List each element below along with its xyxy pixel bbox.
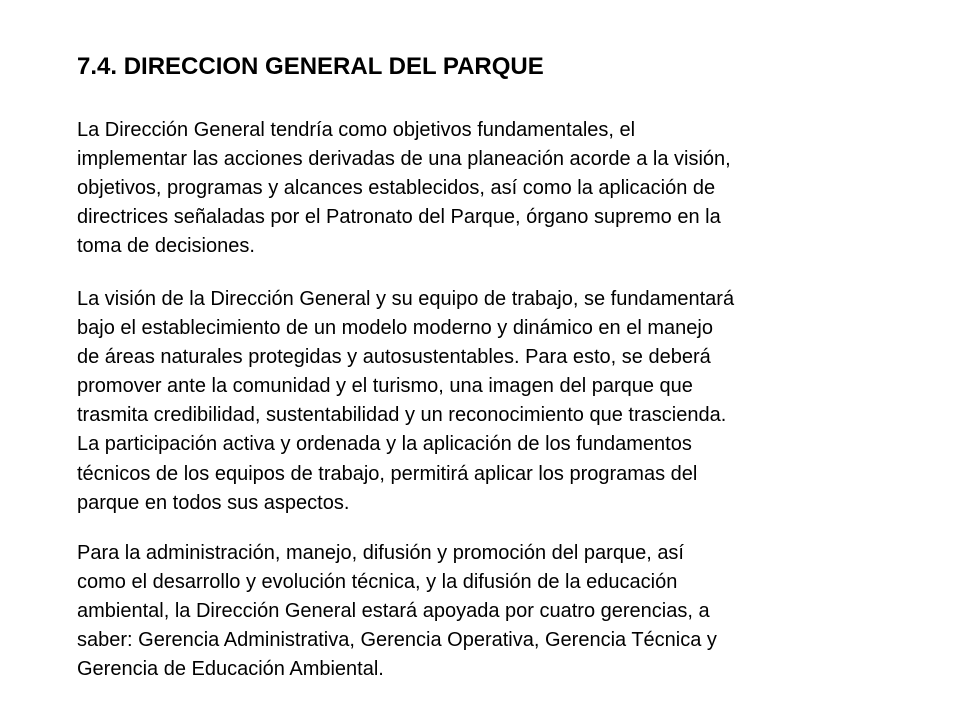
- paragraph-line: como el desarrollo y evolución técnica, y la difusión de la educación: [77, 571, 678, 594]
- paragraph-line: La Dirección General tendría como objetivos fundamentales, el: [77, 119, 636, 141]
- paragraph-line: Gerencia de Educación Ambiental.: [77, 658, 384, 681]
- paragraph-line: saber: Gerencia Administrativa, Gerencia Operativa, Gerencia Técnica y: [77, 629, 717, 652]
- paragraph-line: técnicos de los equipos de trabajo, permitirá aplicar los programas del: [77, 462, 698, 485]
- paragraph-line: de áreas naturales protegidas y autosustentables. Para esto, se deberá: [77, 346, 711, 369]
- paragraph-line: directrices señaladas por el Patronato del Parque, órgano supremo en la: [77, 206, 721, 229]
- paragraph-line: parque en todos sus aspectos.: [77, 491, 350, 514]
- paragraph-vision: [77, 285, 877, 518]
- paragraph-line: Para la administración, manejo, difusión y promoción del parque, así: [77, 542, 684, 564]
- paragraph-line: promover ante la comunidad y el turismo, una imagen del parque que: [77, 375, 693, 398]
- paragraph-line: implementar las acciones derivadas de una planeación acorde a la visión,: [77, 148, 731, 171]
- paragraph-line: ambiental, la Dirección General estará apoyada por cuatro gerencias, a: [77, 600, 710, 623]
- paragraph-line: objetivos, programas y alcances establecidos, así como la aplicación de: [77, 177, 716, 200]
- paragraph-line: La participación activa y ordenada y la aplicación de los fundamentos: [77, 433, 692, 456]
- paragraph-line: toma de decisiones.: [77, 235, 255, 258]
- paragraph-line: La visión de la Dirección General y su equipo de trabajo, se fundamentará: [77, 288, 735, 310]
- section-title: 7.4. DIRECCION GENERAL DEL PARQUE: [77, 53, 544, 80]
- paragraph-line: trasmita credibilidad, sustentabilidad y un reconocimiento que trascienda.: [77, 404, 727, 427]
- paragraph-management: [77, 539, 877, 684]
- paragraph-objectives: [77, 116, 877, 261]
- paragraph-line: bajo el establecimiento de un modelo moderno y dinámico en el manejo: [77, 317, 713, 340]
